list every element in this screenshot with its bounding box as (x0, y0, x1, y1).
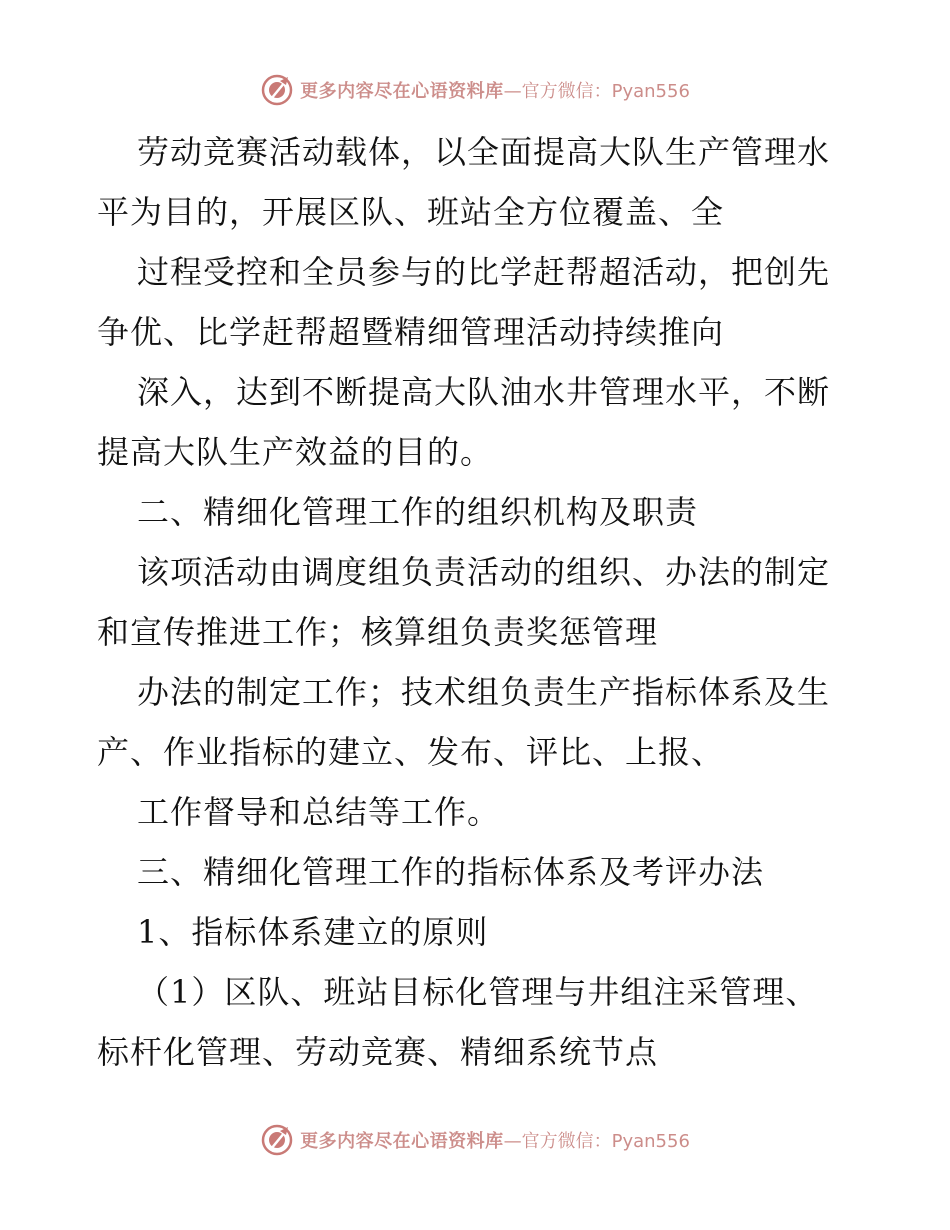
watermark-left-text: 更多内容尽在心语资料库 (300, 81, 504, 102)
header-watermark (0, 70, 950, 110)
footer-watermark (0, 1120, 950, 1160)
paragraph-line: 标杆化管理、劳动竞赛、精细系统节点 (97, 1033, 659, 1071)
paragraph-line: 该项活动由调度组负责活动的组织、办法的制定 (137, 553, 831, 591)
paragraph-line: 工作督导和总结等工作。 (137, 793, 501, 831)
paragraph-line: 提高大队生产效益的目的。 (97, 433, 494, 471)
paragraph-line: 过程受控和全员参与的比学赶帮超活动，把创先 (137, 253, 831, 291)
subsection-heading: 1、指标体系建立的原则 (137, 913, 489, 951)
paragraph-line: 产、作业指标的建立、发布、评比、上报、 (97, 733, 725, 771)
paragraph-line: 和宣传推进工作；核算组负责奖惩管理 (97, 613, 659, 651)
seal-logo-icon (260, 73, 294, 107)
paragraph-line: 办法的制定工作；技术组负责生产指标体系及生 (137, 673, 831, 711)
watermark-right-text: —官方微信：Pyan556 (503, 1131, 690, 1152)
section-heading: 二、精细化管理工作的组织机构及职责 (137, 493, 699, 531)
paragraph-line: 劳动竞赛活动载体，以全面提高大队生产管理水 (137, 133, 831, 171)
section-heading: 三、精细化管理工作的指标体系及考评办法 (137, 853, 765, 891)
paragraph-line: 争优、比学赶帮超暨精细管理活动持续推向 (97, 313, 725, 351)
document-body (97, 122, 867, 1082)
paragraph-line: （1）区队、班站目标化管理与井组注采管理、 (137, 973, 819, 1011)
paragraph-line: 平为目的，开展区队、班站全方位覆盖、全 (97, 193, 725, 231)
paragraph-line: 深入，达到不断提高大队油水井管理水平，不断 (137, 373, 831, 411)
watermark-left-text: 更多内容尽在心语资料库 (300, 1131, 504, 1152)
watermark-right-text: —官方微信：Pyan556 (503, 81, 690, 102)
seal-logo-icon (260, 1123, 294, 1157)
